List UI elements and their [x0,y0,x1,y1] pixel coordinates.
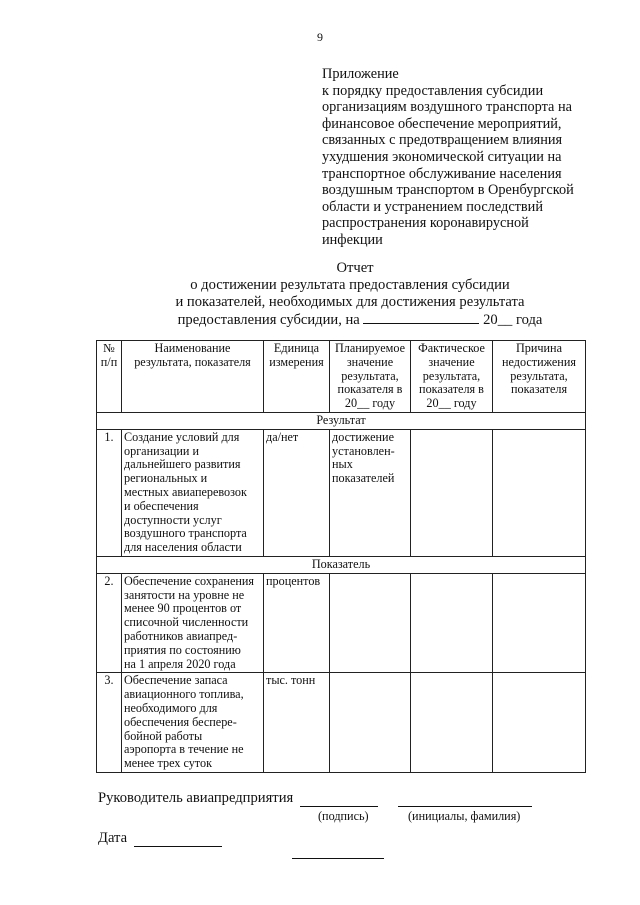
report-title-line: и показателей, необходимых для достижения результата [175,294,525,310]
row-actual [411,673,493,773]
report-date-blank [363,311,479,324]
row-planned: достижение установлен- ных показателей [330,429,411,556]
row-actual [411,429,493,556]
page-number: 9 [317,30,323,44]
row-number: 1. [97,429,122,556]
date-label: Дата [98,830,128,846]
header-actual: Фактическое значение результата, показателя в 20__ году [411,341,493,413]
row-planned [330,673,411,773]
report-title-line: Отчет [336,260,374,276]
appendix-line: инфекции [322,231,383,248]
report-title-line: о достижении результата предоставления субсидии [190,277,510,293]
section-indicator-row [97,556,586,573]
report-title-line [0,311,640,329]
row-reason [493,429,586,556]
row-unit: процентов [264,573,330,673]
row-number: 3. [97,673,122,773]
signature-line [300,806,378,807]
row-planned [330,573,411,673]
row-name: Обеспечение запаса авиационного топлива, необходимого для обеспечения беспере- бойной работы аэропорта в течение не менее трех суток [122,673,264,773]
report-title-prefix: предоставления субсидии, на [177,312,360,328]
table-header-row [97,341,586,413]
header-name: Наименование результата, показателя [122,341,264,413]
header-number: № п/п [97,341,122,413]
header-reason: Причина недостижения результата, показателя [493,341,586,413]
row-unit: тыс. тонн [264,673,330,773]
row-number: 2. [97,573,122,673]
appendix-line: распространения коронавирусной [322,215,529,232]
row-unit: да/нет [264,429,330,556]
section-result-row [97,412,586,429]
table-row [97,673,586,773]
appendix-line: к порядку предоставления субсидии [322,82,544,99]
appendix-line: ухудшения экономической ситуации на [322,148,562,165]
row-name: Обеспечение сохранения занятости на уровне не менее 90 процентов от списочной численности работников авиапред- приятия по состоянию на 1 апреля 2020 года [122,573,264,673]
header-unit: Единица измерения [264,341,330,413]
header-planned: Планируемое значение результата, показателя в 20__ году [330,341,411,413]
row-reason [493,573,586,673]
appendix-header [322,66,622,249]
name-line [398,806,532,807]
appendix-line: Приложение [322,66,399,82]
table-row [97,429,586,556]
appendix-line: организациям воздушного транспорта на [322,99,572,116]
name-caption: (инициалы, фамилия) [408,809,521,823]
signature-caption: (подпись) [318,809,369,823]
end-separator [292,858,384,859]
appendix-line: области и устранением последствий [322,198,543,215]
appendix-line: воздушным транспортом в Оренбургской [322,182,574,199]
report-title [0,260,640,329]
report-title-year: 20__ года [483,312,543,328]
row-reason [493,673,586,773]
section-result-label: Результат [97,412,586,429]
report-table [96,340,586,773]
row-actual [411,573,493,673]
signature-label: Руководитель авиапредприятия [98,790,294,806]
appendix-line: связанных с предотвращением влияния [322,132,563,149]
appendix-line: транспортное обслуживание населения [322,165,562,182]
section-indicator-label: Показатель [97,556,586,573]
row-name: Создание условий для организации и дальнейшего развития региональных и местных авиаперевозок и обеспечения доступности услуг воздушного транспорта для населения области [122,429,264,556]
table-row [97,573,586,673]
appendix-line: финансовое обеспечение мероприятий, [322,115,562,132]
date-line [134,846,222,847]
